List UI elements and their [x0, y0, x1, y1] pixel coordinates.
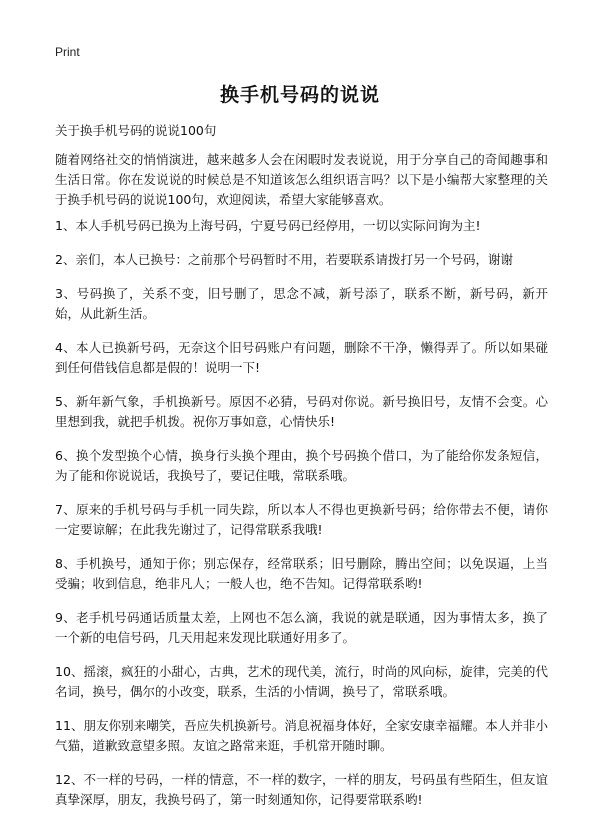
list-item: 7、原来的手机号码与手机一同失踪，所以本人不得也更换新号码；给你带去不便，请你一定要谅解；在此我先谢过了，记得常联系我哦! [55, 502, 548, 537]
list-item: 8、手机换号，通知于你；别忘保存，经常联系；旧号删除，腾出空间；以免误逼，上当受骗；收到信息，绝非凡人；一般人也，绝不告知。记得常联系哟! [55, 556, 548, 591]
list-item: 1、本人手机号码已换为上海号码，宁夏号码已经停用，一切以实际问询为主! [55, 218, 481, 233]
list-item: 9、老手机号码通话质量太差，上网也不怎么滴，我说的就是联通，因为事情太多，换了一个新的电信号码，几天用起来发现比联通好用多了。 [55, 610, 548, 645]
list-item: 11、朋友你别来嘲笑，吾应失机换新号。消息祝福身体好，全家安康幸福耀。本人并非小气猫，道歉致意望多照。友谊之路常来逛，手机常开随时聊。 [55, 718, 548, 753]
item-list [55, 216, 548, 824]
list-item: 4、本人已换新号码，无奈这个旧号码账户有问题，删除不干净，懒得弄了。所以如果碰到任何借钱信息都是假的！说明一下! [55, 340, 548, 375]
page-title: 换手机号码的说说 [219, 84, 380, 106]
list-item: 6、换个发型换个心情，换身行头换个理由，换个号码换个借口，为了能给你发条短信，为了能和你说说话，我换号了，要记住哦，常联系哦。 [55, 448, 548, 483]
list-item: 3、号码换了，关系不变，旧号删了，思念不减，新号添了，联系不断，新号码，新开始，从此新生活。 [55, 286, 548, 321]
list-item: 5、新年新气象，手机换新号。原因不必猜，号码对你说。新号换旧号，友情不会变。心里想到我，就把手机拨。祝你万事如意，心情快乐! [55, 394, 548, 429]
intro-paragraph: 随着网络社交的悄悄演进，越来越多人会在闲暇时发表说说，用于分享自己的奇闻趣事和生活日常。你在发说说的时候总是不知道该怎么组织语言吗？以下是小编帮大家整理的关于换手机号码的说说100句，欢迎阅读，希望大家能够喜欢。 [55, 152, 548, 207]
subtitle: 关于换手机号码的说说100句 [55, 123, 217, 138]
print-label[interactable]: Print [55, 45, 80, 59]
list-item: 10、摇滚，疯狂的小甜心，古典，艺术的现代美，流行，时尚的风向标，旋律，完美的代名词，换号，偶尔的小改变，联系，生活的小情调，换号了，常联系哦。 [55, 664, 548, 699]
list-item: 12、不一样的号码，一样的情意，不一样的数字，一样的朋友，号码虽有些陌生，但友谊真挚深厚，朋友，我换号码了，第一时刻通知你，记得要常联系哟! [55, 772, 548, 807]
list-item: 2、亲们，本人已换号：之前那个号码暂时不用，若要联系请拨打另一个号码，谢谢 [55, 252, 513, 267]
